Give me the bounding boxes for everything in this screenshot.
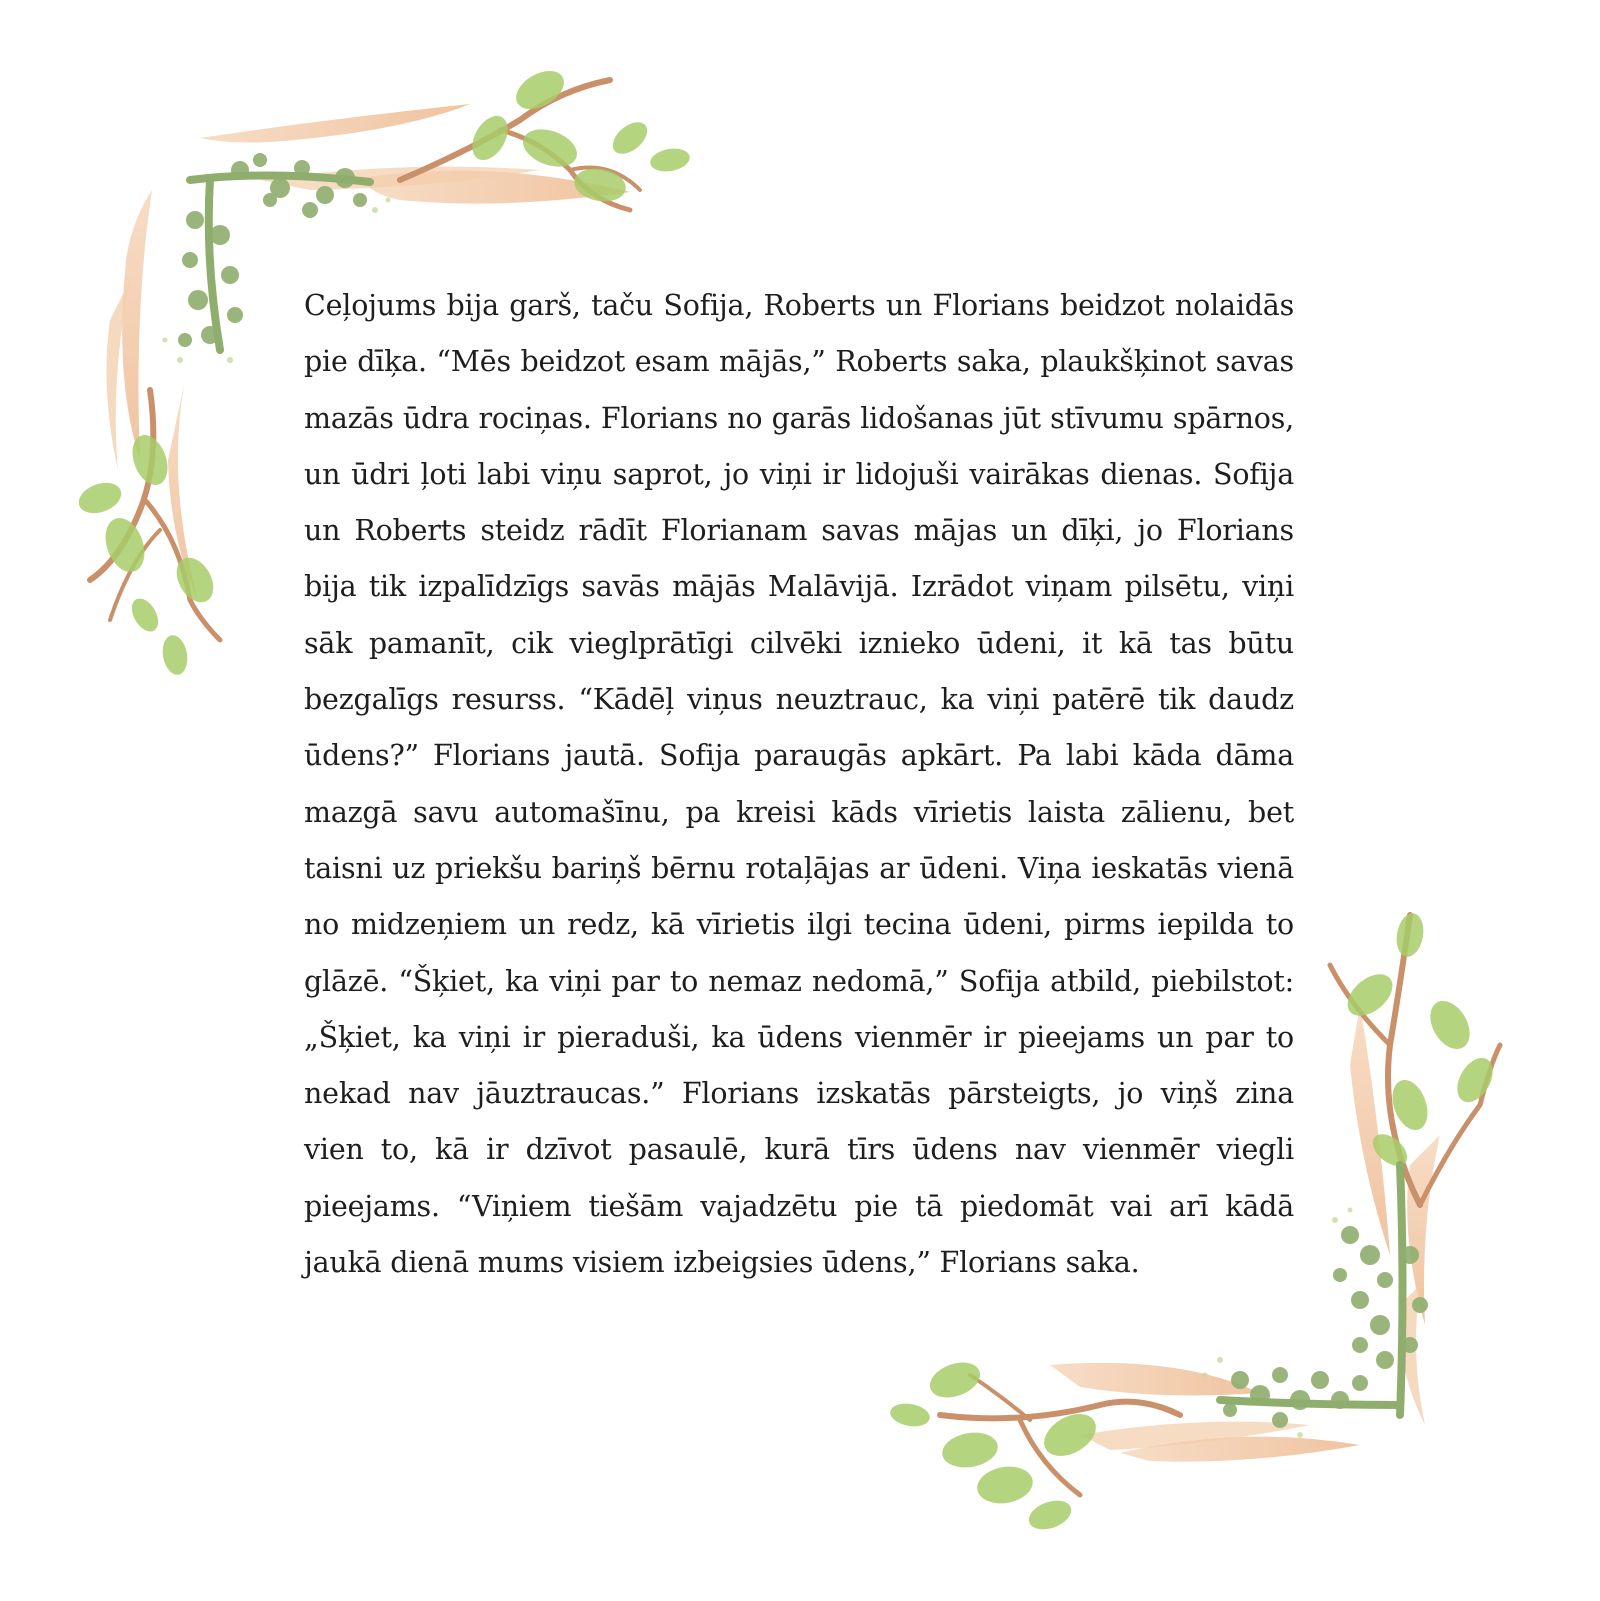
story-paragraph: Ceļojums bija garš, taču Sofija, Roberts un Florians beidzot nolaidās pie dīķa. “Mēs beidzot esam mājās,” Roberts saka, plaukšķinot savas mazās ūdra rociņas. Florians no garās lidošanas jūt stīvumu spārnos, un ūdri ļoti labi viņu saprot, jo viņi ir lidojuši vairākas dienas. Sofija un Roberts steidz rādīt Florianam savas mājas un dīķi, jo Florians bija tik izpalīdzīgs savās mājās Malāvijā. Izrādot viņam pilsētu, viņi sāk pamanīt, cik vieglprātīgi cilvēki izniekо ūdeni, it kā tas būtu bezgalīgs resurss. “Kādēļ viņus neuztrauc, ka viņi patērē tik daudz ūdens?” Florians jautā. Sofija paraugās apkārt. Pa labi kāda dāma mazgā savu automašīnu, pa kreisi kāds vīrietis laista zālienu, bet taisni uz priekšu bariņš bērnu rotaļājas ar ūdeni. Viņa ieskatās vienā no midzeņiem un redz, kā vīrietis ilgi tecina ūdeni, pirms iepilda to glāzē. “Šķiet, ka viņi par to nemaz nedomā,” Sofija atbild, piebilstot: „Šķiet, ka viņi ir pieraduši, ka ūdens vienmēr ir pieejams un par to nekad nav jāuztraucas.” Florians izskatās pārsteigts, jo viņš zina vien to, kā ir dzīvot pasaulē, kurā tīrs ūdens nav vienmēr viegli pieejams. “Viņiem tiešām vajadzētu pie tā piedomāt vai arī kādā jaukā dienā mums visiem izbeigsies ūdens,” Florians saka. (304, 289, 1294, 1280)
floral-corner-bottom-right-icon (880, 905, 1540, 1585)
